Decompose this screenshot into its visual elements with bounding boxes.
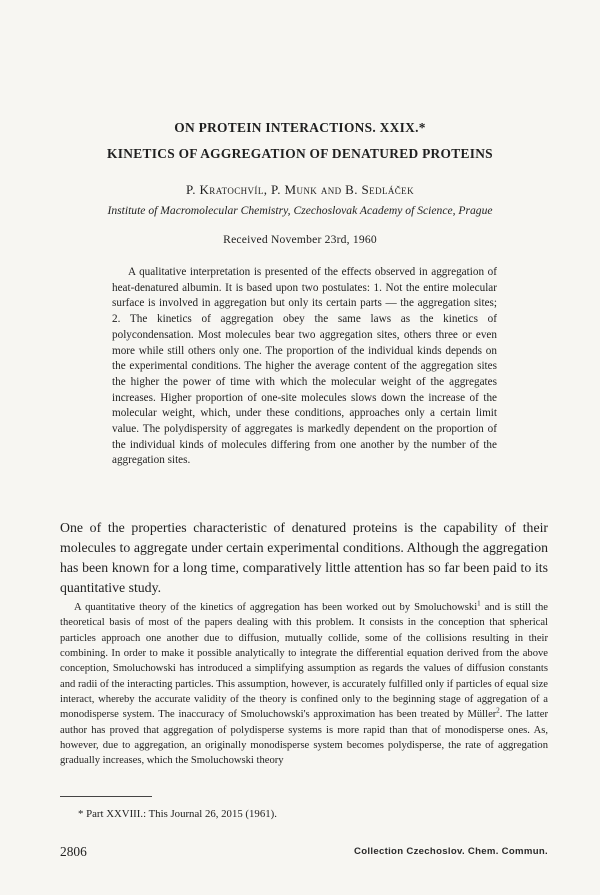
reference-1: 1 [477,599,481,608]
title-line-1: ON PROTEIN INTERACTIONS. XXIX.* [174,120,426,135]
title-line-2: KINETICS OF AGGREGATION OF DENATURED PROTEINS [107,146,493,161]
body-text-2: and is still the theoretical basis of most of the papers dealing with this problem. It consists in the conception that spherical particles approach one another due to diffusion, mutually collide, some of the collisions resulting in their combining. In order to make it possible analytically to integrate the differential equation derived from the above conception, Smoluchowski has introduced a simplifying assumption as regards the values of diffusion constants and radii of the interacting particles. This assumption, however, is accurately fulfilled only if particles of equal size interact, whereby the accurate validity of the theory is confined only to the beginning stage of aggregation of a monodisperse system. The inaccuracy of Smoluchowski's approximation has been treated by Müller [60,602,548,721]
received-date: Received November 23rd, 1960 [223,233,377,246]
reference-2: 2 [496,706,500,715]
body-text-1: A quantitative theory of the kinetics of aggregation has been worked out by Smoluchowski [74,602,478,613]
body-paragraph [60,600,548,769]
journal-name: Collection Czechoslov. Chem. Commun. [354,846,548,857]
lead-paragraph: One of the properties characteristic of denatured proteins is the capability of their molecules to aggregate under certain experimental conditions. Although the aggregation has been known for a long time, comparatively little attention has so far been paid to its quantitative study. [60,520,548,595]
page-number: 2806 [60,844,87,859]
abstract: A qualitative interpretation is presented of the effects observed in aggregation of heat-denatured albumin. It is based upon two postulates: 1. Not the entire molecular surface is involved in aggregation but only its certain parts — the aggregation sites; 2. The kinetics of aggregation obey the same laws as the kinetics of polycondensation. Most molecules bear two aggregation sites, others three or even more while still others only one. The proportion of the individual kinds depends on the experimental conditions. The higher the average content of the aggregation sites the higher the power of time with which the molecular weight of the aggregates increases. Higher proportion of one-site molecules slows down the increase of the molecular weight, which, under these conditions, approaches only a certain limit value. The polydispersity of aggregates is markedly dependent on the proportion of the individual kinds of molecules differing from one another by the number of the aggregation sites. [112,266,497,467]
body-text-3: . The latter author has proved that aggregation of polydisperse systems is more rapid than that of monodisperse ones. As, however, due to aggregation, an originally monodisperse system becomes polydisperse, the rate of aggregation gradually increases, which the Smoluchowski theory [60,709,548,767]
footnote-rule [60,796,152,797]
authors: P. Kratochvíl, P. Munk and B. Sedláček [186,182,414,197]
footnote: * Part XXVIII.: This Journal 26, 2015 (1961). [78,808,277,820]
affiliation: Institute of Macromolecular Chemistry, Czechoslovak Academy of Science, Prague [107,204,493,217]
